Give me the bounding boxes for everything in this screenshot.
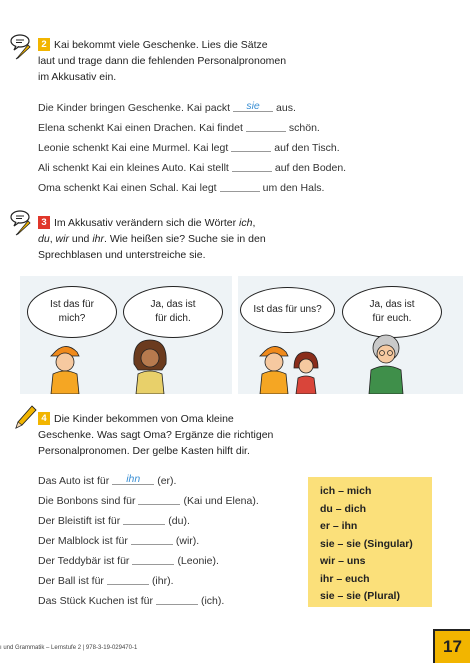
speech-pencil-icon <box>8 209 36 237</box>
speech-pencil-icon <box>8 33 36 61</box>
sentence-row: Ali schenkt Kai ein kleines Auto. Kai stellt auf den Boden. <box>38 158 346 178</box>
speech-bubble: Ja, das ist für dich. <box>123 286 223 338</box>
answer-blank[interactable] <box>138 492 180 505</box>
exercise-2-instruction: 2 Kai bekommt viele Geschenke. Lies die Sätze laut und trage dann die fehlenden Personalpronomen im Akkusativ ein. <box>38 39 287 83</box>
sentence-row: Elena schenkt Kai einen Drachen. Kai findet schön. <box>38 118 346 138</box>
answer-blank[interactable] <box>156 592 198 605</box>
answer-blank[interactable]: ihn <box>112 472 154 485</box>
sentence-row: Der Malblock ist für (wir). <box>38 531 259 551</box>
speech-bubble: Ist das für mich? <box>27 286 117 338</box>
boy-character <box>45 338 85 394</box>
sentence-row: Der Ball ist für (ihr). <box>38 571 259 591</box>
exercise-2-sentences <box>38 98 346 198</box>
answer-blank[interactable] <box>123 512 165 525</box>
exercise-4-sentences <box>38 471 259 611</box>
sentence-row: Der Bleistift ist für (du). <box>38 511 259 531</box>
boy-character <box>254 338 294 394</box>
sentence-row: Leonie schenkt Kai eine Murmel. Kai legt auf den Tisch. <box>38 138 346 158</box>
sentence-row: Die Kinder bringen Geschenke. Kai packt sie aus. <box>38 100 296 114</box>
pronoun-pair: wir – uns <box>320 555 366 567</box>
answer-blank[interactable]: sie <box>233 99 273 112</box>
speech-bubble: Ist das für uns? <box>240 287 335 333</box>
sentence-row: Der Teddybär ist für (Leonie). <box>38 551 259 571</box>
sentence-row: Die Bonbons sind für (Kai und Elena). <box>38 491 259 511</box>
speech-bubble: Ja, das ist für euch. <box>342 286 442 338</box>
exercise-4-instruction: 4 Die Kinder bekommen von Oma kleine Geschenke. Was sagt Oma? Ergänze die richtigen Personalpronomen. Der gelbe Kasten hilft dir. <box>38 413 274 457</box>
answer-blank[interactable] <box>220 179 260 192</box>
pronoun-pair: du – dich <box>320 502 367 515</box>
exercise-3-number: 3 <box>38 216 50 229</box>
pronoun-pair: ich – mich <box>320 485 372 497</box>
pronoun-pair: ihr – euch <box>320 572 370 585</box>
answer-blank[interactable] <box>232 159 272 172</box>
small-girl-character <box>290 350 322 394</box>
sentence-row: Das Auto ist für ihn (er). <box>38 473 177 487</box>
sentence-row: Oma schenkt Kai einen Schal. Kai legt um den Hals. <box>38 178 346 198</box>
sentence-row: Das Stück Kuchen ist für (ich). <box>38 591 259 611</box>
exercise-4-number: 4 <box>38 412 50 425</box>
answer-blank[interactable] <box>107 572 149 585</box>
exercise-2-number: 2 <box>38 38 50 51</box>
answer-blank[interactable] <box>131 532 173 545</box>
girl-character <box>128 334 172 394</box>
footer-text: ı und Grammatik – Lernstufe 2 | 978-3-19-029470-1 <box>0 645 138 651</box>
answer-blank[interactable] <box>132 552 174 565</box>
pronoun-pair: sie – sie (Singular) <box>320 537 413 550</box>
pronoun-help-box <box>308 477 432 607</box>
pronoun-pair: er – ihn <box>320 520 358 532</box>
answer-blank[interactable] <box>231 139 271 152</box>
grandma-character <box>363 332 409 394</box>
illustration-divider <box>232 276 238 394</box>
page-number: 17 <box>433 629 470 663</box>
pencil-icon <box>12 404 38 430</box>
answer-blank[interactable] <box>246 119 286 132</box>
exercise-3-instruction: 3 Im Akkusativ verändern sich die Wörter ich, du, wir und ihr. Wie heißen sie? Suche sie in den Sprechblasen und unterstreiche sie. <box>38 217 266 261</box>
pronoun-pair: sie – sie (Plural) <box>320 590 400 602</box>
